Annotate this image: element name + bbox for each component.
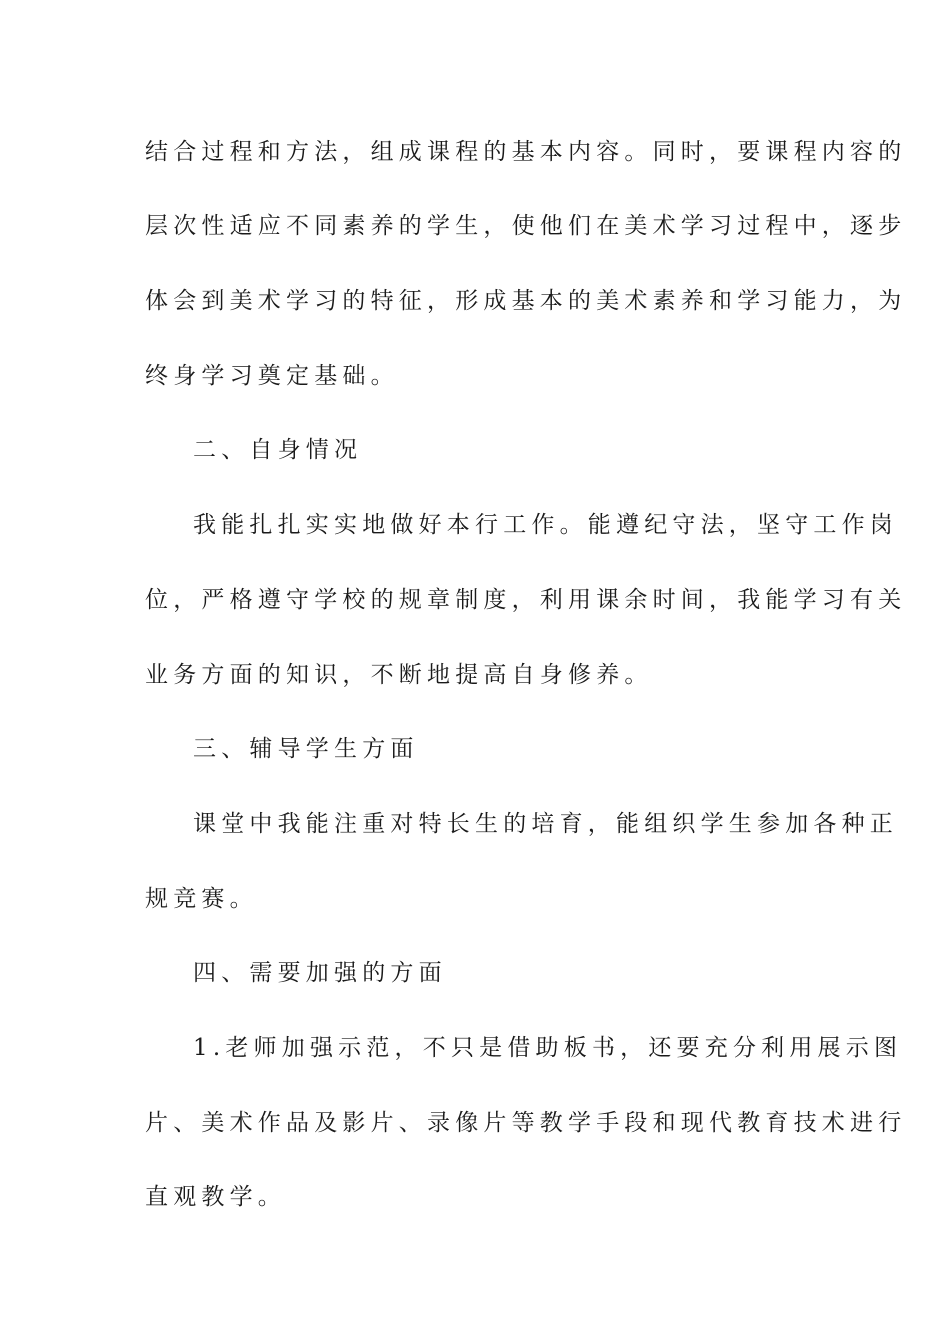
section-heading-guidance: 三、辅导学生方面 <box>193 736 419 762</box>
body-text-line: 课堂中我能注重对特长生的培育，能组织学生参加各种正 <box>193 811 898 837</box>
body-text-line: 我能扎扎实实地做好本行工作。能遵纪守法，坚守工作岗 <box>193 512 898 538</box>
body-text-line: 位，严格遵守学校的规章制度，利用课余时间，我能学习有关 <box>145 587 907 613</box>
body-text-line: 层次性适应不同素养的学生，使他们在美术学习过程中，逐步 <box>145 213 907 239</box>
body-text-line: 片、美术作品及影片、录像片等教学手段和现代教育技术进行 <box>145 1110 907 1136</box>
body-text-line: 规竞赛。 <box>145 886 258 912</box>
body-text-line: 体会到美术学习的特征，形成基本的美术素养和学习能力，为 <box>145 288 907 314</box>
body-text-line: 终身学习奠定基础。 <box>145 363 399 389</box>
body-text-line: 结合过程和方法，组成课程的基本内容。同时，要课程内容的 <box>145 139 907 165</box>
section-heading-self: 二、自身情况 <box>193 437 363 463</box>
body-text-line: 业务方面的知识，不断地提高自身修养。 <box>145 662 653 688</box>
body-text-line: 直观教学。 <box>145 1184 286 1210</box>
body-text-line: 1.老师加强示范，不只是借助板书，还要充分利用展示图 <box>193 1035 903 1061</box>
section-heading-improvement: 四、需要加强的方面 <box>193 960 447 986</box>
